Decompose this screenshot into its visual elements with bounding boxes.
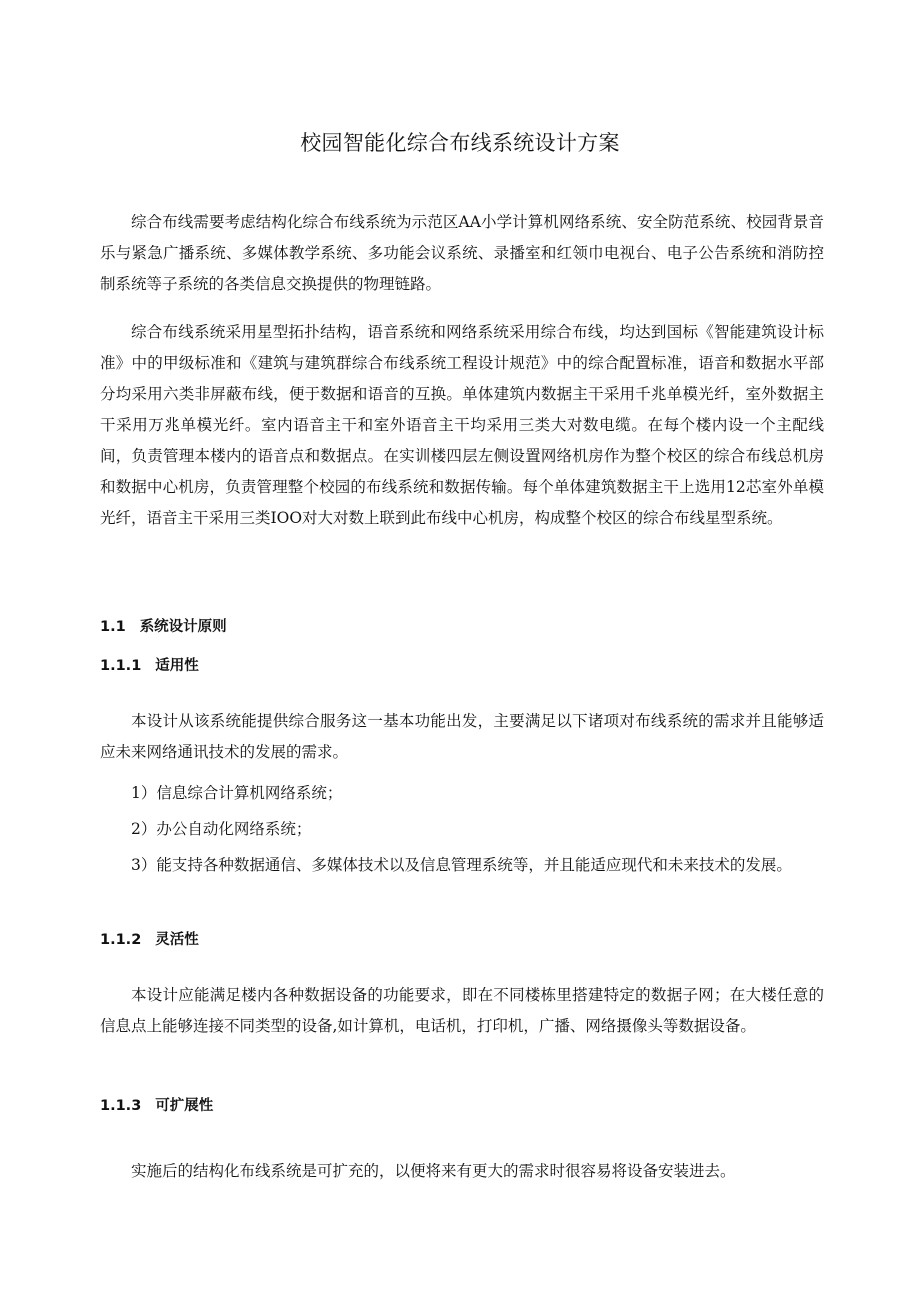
section-heading-1-1 bbox=[100, 616, 227, 638]
section-title: 系统设计原则 bbox=[139, 619, 227, 635]
list-item-3: 3）能支持各种数据通信、多媒体技术以及信息管理系统等，并且能适应现代和未来技术的发展。 bbox=[131, 856, 792, 874]
list-item-1: 1）信息综合计算机网络系统； bbox=[131, 784, 343, 802]
intro-paragraph-2: 综合布线系统采用星型拓扑结构，语音系统和网络系统采用综合布线，均达到国标《智能建筑设计标准》中的甲级标准和《建筑与建筑群综合布线系统工程设计规范》中的综合配置标准，语音和数据水平部分均采用六类非屏蔽布线，便于数据和语音的互换。单体建筑内数据主干采用千兆单模光纤，室外数据主干采用万兆单模光纤。室内语音主干和室外语音主干均采用三类大对数电缆。在每个楼内设一个主配线间，负责管理本楼内的语音点和数据点。在实训楼四层左侧设置网络机房作为整个校区的综合布线总机房和数据中心机房，负责管理整个校园的布线系统和数据传输。每个单体建筑数据主干上选用12芯室外单模光纤，语音主干采用三类IOO对大对数上联到此布线中心机房，构成整个校区的综合布线星型系统。 bbox=[100, 323, 824, 527]
section-heading-1-1-2 bbox=[100, 929, 199, 951]
section-heading-1-1-3 bbox=[100, 1095, 213, 1117]
section-title: 适用性 bbox=[155, 658, 199, 674]
intro-paragraph-1: 综合布线需要考虑结构化综合布线系统为示范区AA小学计算机网络系统、安全防范系统、校园背景音乐与紧急广播系统、多媒体教学系统、多功能会议系统、录播室和红领巾电视台、电子公告系统和消防控制系统等子系统的各类信息交换提供的物理链路。 bbox=[100, 213, 824, 293]
section-number: 1.1 bbox=[100, 619, 126, 635]
section-number: 1.1.1 bbox=[100, 658, 142, 674]
list-item-2: 2）办公自动化网络系统； bbox=[131, 820, 312, 838]
section-1-1-1-paragraph: 本设计从该系统能提供综合服务这一基本功能出发，主要满足以下诸项对布线系统的需求并且能够适应未来网络通讯技术的发展的需求。 bbox=[100, 712, 824, 761]
section-number: 1.1.2 bbox=[100, 932, 142, 948]
document-title: 校园智能化综合布线系统设计方案 bbox=[300, 131, 620, 155]
section-title: 灵活性 bbox=[155, 932, 199, 948]
section-1-1-2-paragraph: 本设计应能满足楼内各种数据设备的功能要求，即在不同楼栋里搭建特定的数据子网；在大楼任意的信息点上能够连接不同类型的设备,如计算机，电话机，打印机，广播、网络摄像头等数据设备。 bbox=[100, 986, 824, 1035]
section-number: 1.1.3 bbox=[100, 1098, 142, 1114]
section-title: 可扩展性 bbox=[155, 1098, 214, 1114]
section-heading-1-1-1 bbox=[100, 655, 199, 677]
section-1-1-3-paragraph: 实施后的结构化布线系统是可扩充的，以便将来有更大的需求时很容易将设备安装进去。 bbox=[131, 1162, 736, 1180]
